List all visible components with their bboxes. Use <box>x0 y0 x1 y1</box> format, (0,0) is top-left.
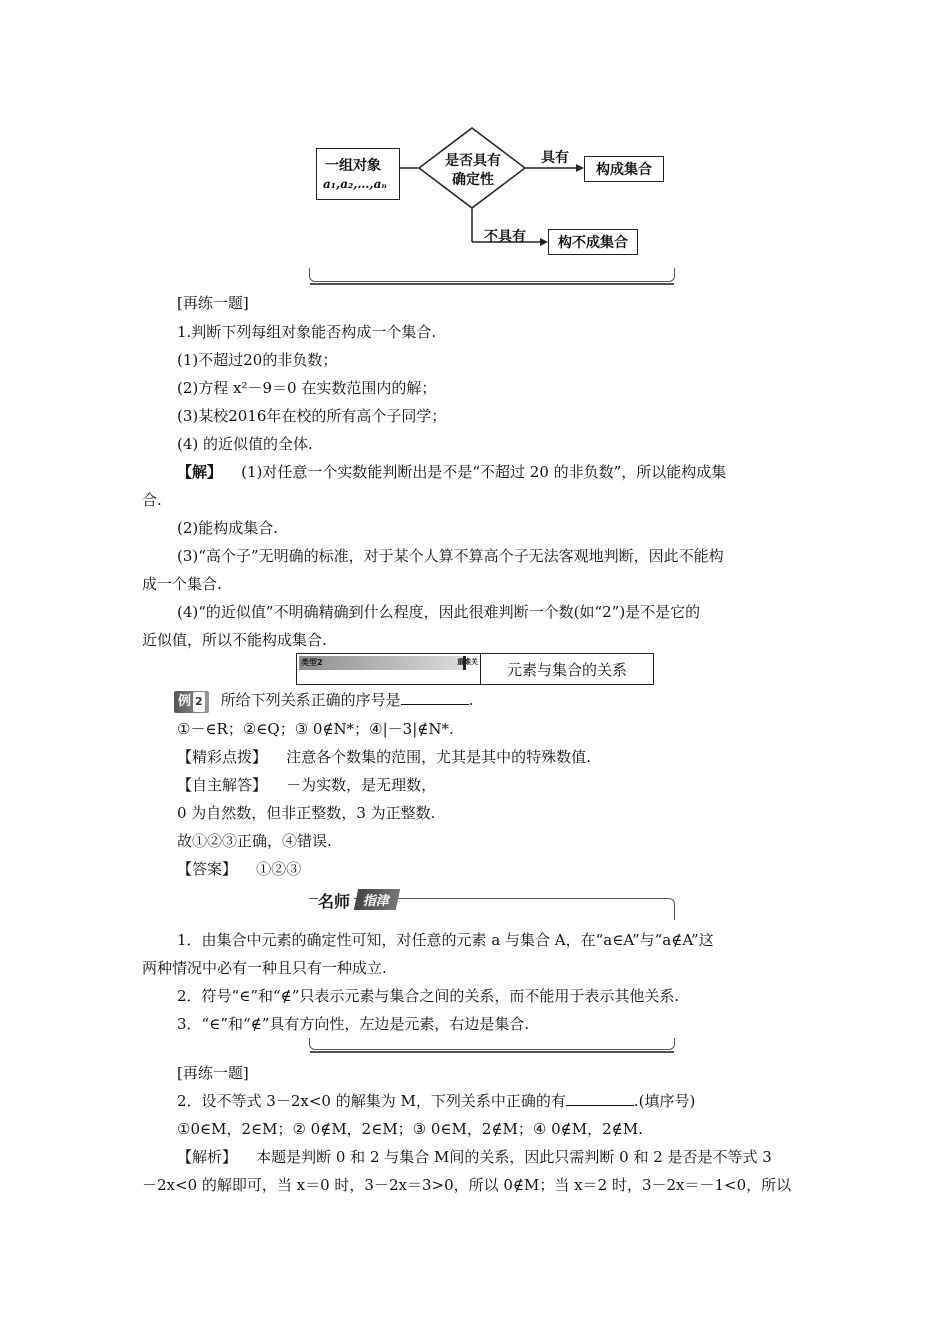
objects-box <box>316 148 400 200</box>
decision-text <box>438 152 508 190</box>
practice1-item-1: (1)不超过20的非负数； <box>177 351 338 369</box>
practice1-heading: [再练一题] <box>177 294 249 312</box>
objects-sub: a₁,a₂,…,aₙ <box>323 177 387 191</box>
practice2-question-text: 2．设不等式 3－2x<0 的解集为 M，下列关系中正确的有 <box>177 1092 566 1110</box>
decision-line-2: 确定性 <box>452 172 494 188</box>
section-bracket-top <box>309 268 675 282</box>
objects-label: 一组对象 <box>325 158 381 174</box>
answer-label: 【答案】 <box>177 860 238 878</box>
practice1-item-2: (2)方程 x²－9＝0 在实数范围内的解； <box>177 379 437 397</box>
example2-question <box>174 690 473 713</box>
answer-text: ①②③ <box>256 860 302 878</box>
practice1-solution-line-5: 成一个集合. <box>142 575 222 593</box>
type-tag: 类型2 <box>301 658 323 667</box>
solution-label: 【解】 <box>177 463 223 481</box>
no-result: 构不成集合 <box>558 235 628 251</box>
practice2-solution-line-2: －2x<0 的解即可，当 x＝0 时，3－2x＝3>0，所以 0∉M；当 x＝2 时，3－2x＝－1<0，所以 <box>142 1176 792 1194</box>
example2-self-line-3: 故①②③正确，④错误. <box>177 832 332 850</box>
type-tag-2: 重难关 <box>457 658 478 666</box>
practice2-solution-label: 【解析】 <box>177 1148 238 1166</box>
yes-label: 具有 <box>541 150 569 166</box>
example2-question-text: 所给下列关系正确的序号是 <box>220 691 401 709</box>
example2-self-line-2: 0 为自然数，但非正整数，3 为正整数. <box>177 804 436 822</box>
teacher-tab <box>318 889 418 913</box>
answer-blank <box>401 690 469 705</box>
yes-result-box <box>584 156 664 182</box>
teacher-line-2: 两种情况中必有一种且只有一种成立. <box>142 959 387 977</box>
practice1-solution-line-7: 近似值，所以不能构成集合. <box>142 631 327 649</box>
type-tag-area <box>297 654 481 684</box>
example2-options: ①－∈R；②∈Q；③ 0∉N*；④|－3|∉N*. <box>177 720 454 738</box>
practice2-answer-blank <box>566 1091 634 1106</box>
teacher-line-4: 3．“∈”和“∉”具有方向性，左边是元素，右边是集合. <box>177 1015 530 1033</box>
practice2-question-end: .(填序号) <box>633 1092 696 1110</box>
self-answer-text: －为实数，是无理数， <box>286 776 437 794</box>
type-strip <box>299 656 464 670</box>
example2-question-end: . <box>468 691 474 709</box>
section-type-bar <box>296 653 654 685</box>
tip-text: 注意各个数集的范围，尤其是其中的特殊数值. <box>286 748 591 766</box>
tip-label: 【精彩点拨】 <box>177 748 268 766</box>
practice2-solution-line-1 <box>177 1147 772 1167</box>
example-badge-label: 例 <box>178 694 192 709</box>
practice1-item-3: (3)某校2016年在校的所有高个子同学； <box>177 407 447 425</box>
practice2-heading: [再练一题] <box>177 1064 249 1082</box>
teacher-line-3: 2．符号“∈”和“∉”只表示元素与集合之间的关系，而不能用于表示其他关系. <box>177 987 680 1005</box>
practice1-question: 1.判断下列每组对象能否构成一个集合. <box>177 323 437 341</box>
example-badge <box>174 691 209 713</box>
practice1-item-4: (4) 的近似值的全体. <box>177 435 313 453</box>
type-title: 元素与集合的关系 <box>506 660 627 679</box>
practice1-solution-line-6: (4)“的近似值”不明确精确到什么程度，因此很难判断一个数(如“2”)是不是它的 <box>177 603 701 621</box>
solution-text-1: (1)对任意一个实数能判断出是不是“不超过 20 的非负数”，所以能构成集 <box>241 463 727 481</box>
decision-line-1: 是否具有 <box>445 153 501 169</box>
practice1-solution-line-4: (3)“高个子”无明确的标准，对于某个人算不算高个子无法客观地判断，因此不能构 <box>177 547 724 565</box>
teacher-box-bottom <box>309 1038 675 1050</box>
practice1-solution-line-3: (2)能构成集合. <box>177 519 279 537</box>
practice2-options: ①0∈M，2∈M；② 0∉M，2∈M；③ 0∈M，2∉M；④ 0∉M，2∉M. <box>177 1120 643 1138</box>
example2-tip <box>177 747 591 767</box>
example-badge-number: 2 <box>193 692 205 712</box>
self-answer-label: 【自主解答】 <box>177 776 268 794</box>
practice2-solution-text-1: 本题是判断 0 和 2 与集合 M间的关系，因此只需判断 0 和 2 是否是不等式 3 <box>256 1148 772 1166</box>
example2-self-answer <box>177 775 436 795</box>
teacher-title: 名师 <box>318 889 354 912</box>
practice2-question <box>177 1091 695 1111</box>
no-result-box <box>548 229 638 255</box>
yes-result: 构成集合 <box>596 162 652 178</box>
teacher-line-1: 1．由集合中元素的确定性可知，对任意的元素 a 与集合 A，在“a∈A”与“a∉A”这 <box>177 931 714 949</box>
practice1-solution-line-1 <box>177 462 726 482</box>
no-label: 不具有 <box>484 229 526 245</box>
example2-answer <box>177 859 301 879</box>
teacher-tag: 指津 <box>354 889 400 910</box>
practice1-solution-line-2: 合. <box>142 491 162 509</box>
